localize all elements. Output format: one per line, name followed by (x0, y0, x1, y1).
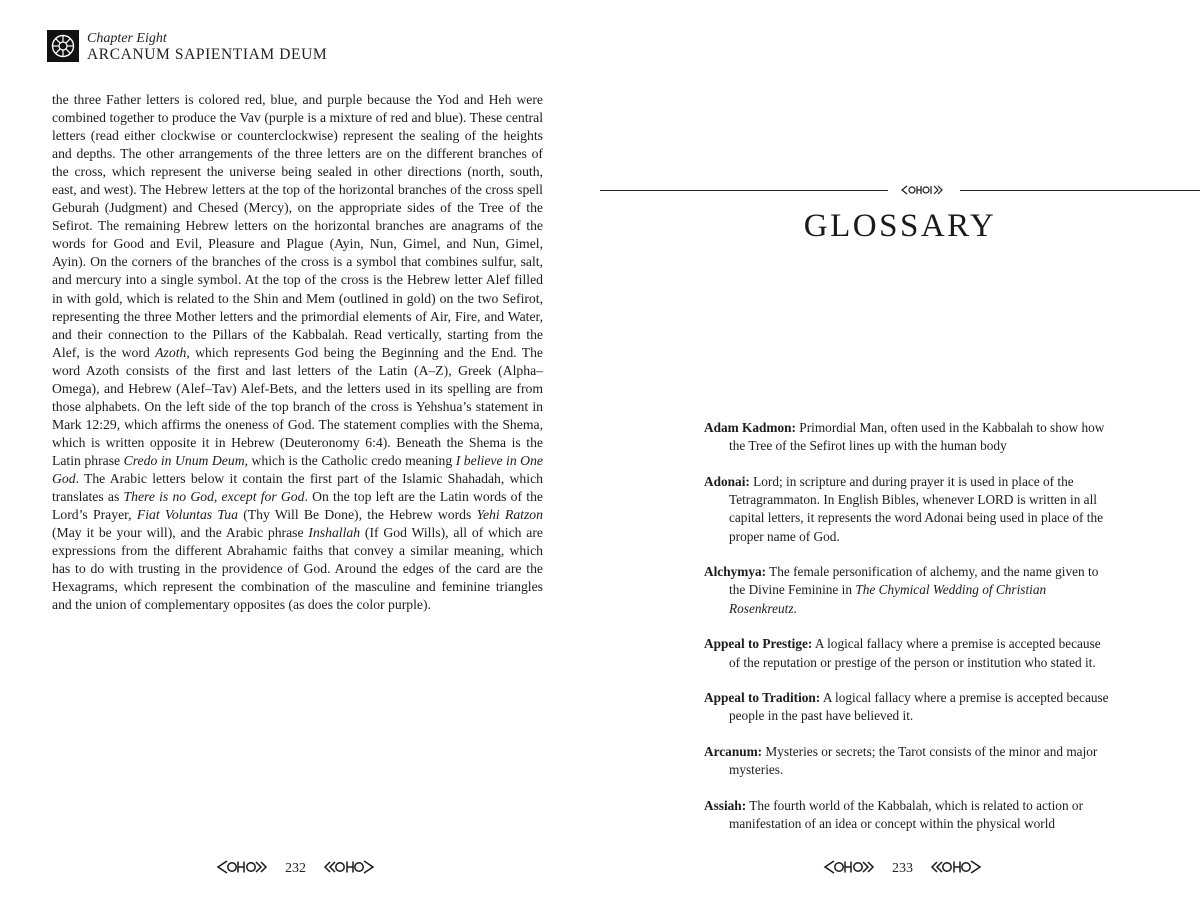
right-page (600, 0, 1200, 913)
rule-ornament-icon (888, 183, 960, 197)
text-run: (May it be your will), and the Arabic phrase (52, 525, 309, 541)
glossary-definition: A logical fallacy where a premise is accepted because people in the past have believed it. (729, 690, 1109, 724)
italic-phrase: Inshallah (308, 525, 361, 541)
glossary-term: Adam Kadmon: (704, 420, 796, 435)
glossary-term: Appeal to Prestige: (704, 636, 813, 652)
page-number: 232 (285, 861, 306, 876)
italic-phrase: Fiat Voluntas Tua (136, 507, 238, 523)
glossary-definition: Mysteries or secrets; the Tarot consists of the minor and major mysteries. (729, 744, 1098, 778)
glossary-definition: The fourth world of the Kabbalah, which is related to action or manifestation of an idea or concept within the physical world (729, 798, 1084, 832)
glossary-term: Arcanum: (704, 744, 763, 760)
glossary-entry (704, 797, 1110, 833)
text-run: , which represents God being the Beginning and the End. The word Azoth consists of the first and last letters of the Latin (A–Z), Greek (Alpha–Omega), and Hebrew (Alef–Tav) Alef-Bets, and the letters used in its spelling are from those alphabets. On the left side of the top branch of the cross is Yehshua’s statement in Mark 12:29, which affirms the oneness of God. The statement complies with the Shema, which is written opposite it in Hebrew (Deuteronomy 6:4). Beneath the Shema is the Latin phrase (52, 344, 543, 468)
glossary-list (704, 419, 1110, 851)
chapter-label: Chapter Eight (87, 31, 167, 46)
italic-phrase: There is no God, except for God (123, 489, 305, 505)
text-run: the three Father letters is colored red, blue, and purple because the Yod and Heh were combined together to produce the Vav (purple is a mixture of red and blue). These central letters (read either clockwise or counterclockwise) represent the sealing of the heights and depths. The other arrangements of the three letters are on the different branches of the cross, which represent the universe being sealed in other directions (north, south, east, and west). The Hebrew letters at the top of the horizontal branches of the cross spell Geburah (Judgment) and Chesed (Mercy), on the appropriate sides of the Tree of the Sefirot. The remaining Hebrew letters on the horizontal branches are anagrams of the words for Good and Evil, Pleasure and Plague (Ayin, Nun, Gimel, and Nun, Gimel, Ayin). On the corners of the branches of the cross is a symbol that combines sulfur, salt, and mercury into a single symbol. At the top of the cross is the Hebrew letter Alef filled in with gold, which is related to the Shin and Mem (outlined in gold) on the two Sefirot, representing the three Mother letters and the primordial elements of Air, Fire, and Water, and their connection to the Pillars of the Kabbalah. Read vertically, starting from the Alef, is the word (52, 92, 543, 360)
italic-title: The Chymical Wedding of Christian Rosenkreutz (729, 582, 1047, 616)
heading-rule-left (600, 190, 888, 191)
page-number: 233 (892, 861, 913, 876)
text-run: (If God Wills), all of which are expressions from the different Abrahamic faiths that convey a similar meaning, which has to do with trusting in the providence of God. Around the edges of the card are the Hexagrams, which represent the combination of the masculine and feminine triangles and the union of complementary opposites (as does the color purple). (52, 525, 543, 613)
glossary-entry (704, 743, 1110, 779)
glossary-term: Assiah: (704, 798, 747, 814)
glossary-definition: . (793, 600, 797, 616)
glossary-title: GLOSSARY (803, 208, 997, 244)
italic-phrase: Credo in Unum Deum (123, 452, 245, 468)
page-footer-right (822, 859, 983, 879)
body-paragraph (52, 91, 543, 614)
glossary-definition: A logical fallacy where a premise is accepted because of the reputation or prestige of the person or institution who stated it. (729, 636, 1101, 670)
arrow-ornament-icon (215, 859, 271, 880)
glossary-definition: The female personification of alchemy, and the name given to the Divine Feminine in (729, 564, 1099, 598)
italic-phrase: Azoth (155, 344, 187, 360)
arrow-ornament-icon (320, 859, 376, 880)
glossary-definition: Lord; in scripture and during prayer it is used in place of the Tetragrammaton. In English Bibles, whenever LORD is written in all capital letters, it represents the word Adonai being used in place of the proper name of God. (729, 473, 1104, 544)
arrow-ornament-icon (927, 859, 983, 880)
glossary-entry (704, 473, 1110, 546)
glossary-term: Appeal to Tradition: (704, 690, 821, 706)
arrow-ornament-icon (822, 859, 878, 880)
text-run: (Thy Will Be Done), the Hebrew words (237, 507, 477, 523)
text-run: . The Arabic letters below it contain the first part of the Islamic Shahadah, which translates as (52, 470, 543, 505)
wheel-emblem-icon (47, 30, 79, 62)
page-footer-left (215, 859, 376, 879)
glossary-term: Alchymya: (704, 564, 767, 580)
glossary-entry (704, 563, 1110, 618)
italic-phrase: I believe in One God (52, 452, 543, 486)
text-run: , which is the Catholic credo meaning (244, 452, 456, 468)
glossary-term: Adonai: (704, 473, 750, 489)
glossary-entry (704, 419, 1110, 455)
glossary-definition: Primordial Man, often used in the Kabbalah to show how the Tree of the Sefirot lines up with the human body (729, 420, 1105, 454)
glossary-entry (704, 635, 1110, 671)
heading-rule-right (960, 190, 1200, 191)
glossary-entry (704, 689, 1110, 725)
italic-phrase: Yehi Ratzon (476, 507, 543, 523)
chapter-title: ARCANUM SAPIENTIAM DEUM (87, 46, 328, 63)
text-run: . On the top left are the Latin words of the Lord’s Prayer, (52, 489, 543, 523)
